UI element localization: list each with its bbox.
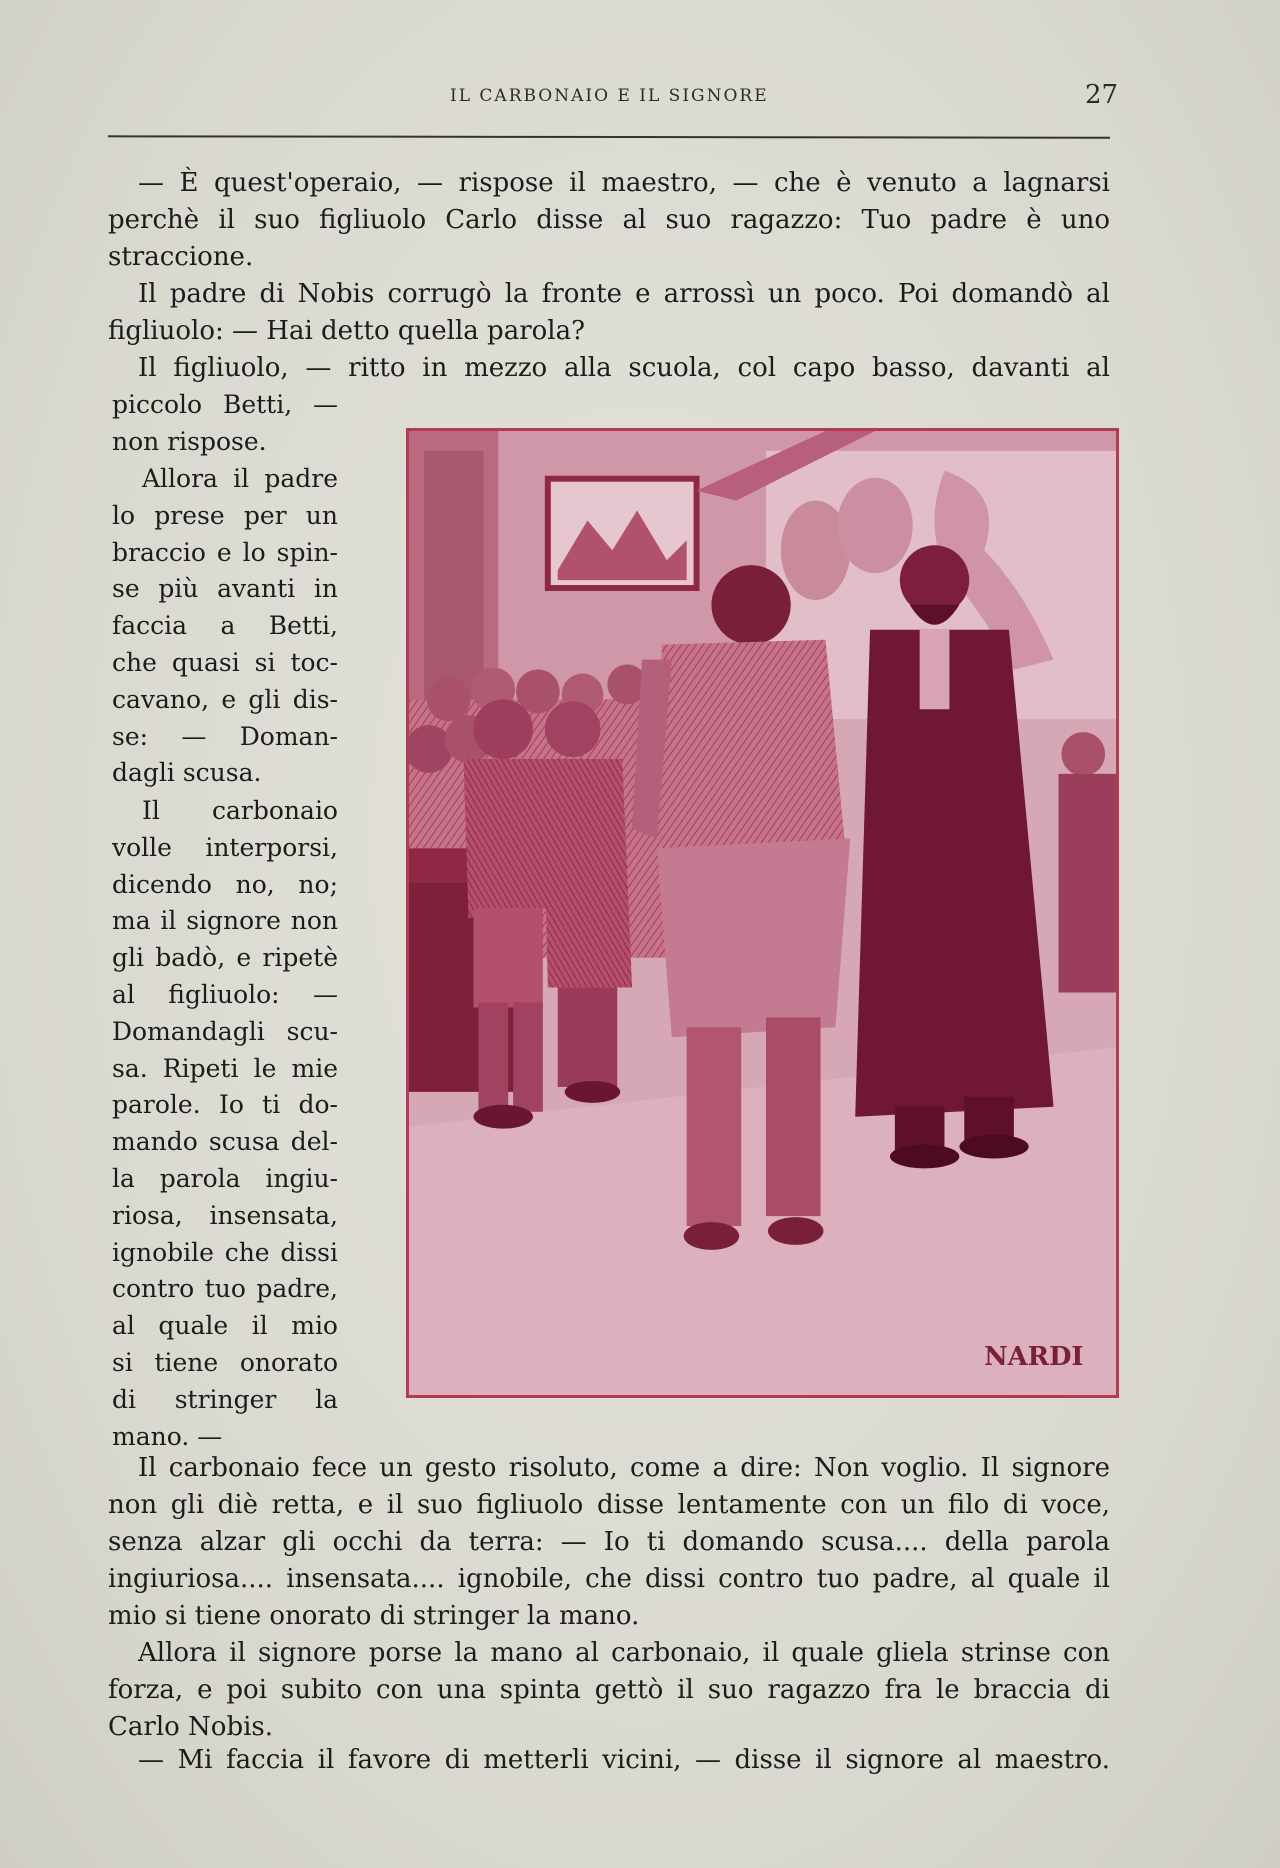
text-line: braccio e lo spin- — [112, 537, 338, 567]
text-line: ma il signore non — [112, 906, 338, 936]
paragraph-2 — [108, 276, 1110, 350]
paragraph-1 — [108, 165, 1110, 276]
text-line: piccolo Betti, — — [112, 390, 338, 419]
illustration-signature: NARDI — [984, 1342, 1084, 1373]
paragraph-5 — [112, 793, 338, 1455]
text-line: Il carbonaio fece un gesto risoluto, come a dire: Non voglio. Il signore — [138, 1453, 1110, 1483]
text-line: mando scusa del- — [112, 1127, 338, 1157]
text-line: — Mi faccia il favore di metterli vicini, — disse il signore al maestro. — [138, 1745, 1110, 1775]
text-line: mio si tiene onorato di stringer la mano. — [108, 1601, 640, 1631]
text-line: Allora il padre — [142, 464, 338, 493]
text-line: riosa, insensata, — [112, 1200, 338, 1230]
page-number: 27 — [1085, 80, 1119, 110]
text-line: se: — Doman- — [112, 721, 338, 751]
text-line: Il figliuolo, — ritto in mezzo alla scuola, col capo basso, davanti al — [138, 353, 1110, 383]
paragraph-7 — [108, 1635, 1110, 1746]
text-line: la parola ingiu- — [112, 1163, 338, 1193]
text-line: cavano, e gli dis- — [112, 684, 338, 714]
map-globe-right — [837, 478, 912, 573]
text-line: contro tuo padre, — [112, 1274, 338, 1304]
paragraph-6 — [108, 1450, 1110, 1635]
text-line: se più avanti in — [112, 574, 338, 604]
paragraph-3-continued — [112, 387, 338, 461]
text-line: figliuolo: — Hai detto quella parola? — [108, 316, 586, 346]
text-line: senza alzar gli occhi da terra: — Io ti domando scusa.... della parola — [108, 1527, 1110, 1557]
text-line: Domandagli scu- — [112, 1016, 338, 1046]
text-line: parole. Io ti do- — [112, 1090, 338, 1120]
text-line: straccione. — [108, 242, 254, 272]
text-line: che quasi si toc- — [112, 647, 338, 677]
text-line: Carlo Nobis. — [108, 1712, 274, 1742]
text-line: si tiene onorato — [112, 1347, 338, 1377]
text-line: gli badò, e ripetè — [112, 943, 338, 973]
text-line: di stringer la — [112, 1384, 338, 1414]
text-line: lo prese per un — [112, 500, 338, 530]
text-line: ignobile che dissi — [112, 1237, 338, 1267]
teacher-figure — [1058, 732, 1116, 992]
illustration-drawing — [409, 431, 1116, 1395]
text-line: sa. Ripeti le mie — [112, 1053, 338, 1083]
text-line: dicendo no, no; — [112, 869, 338, 899]
boy-nobis — [543, 701, 632, 1103]
paragraph-3 — [108, 350, 1110, 387]
text-line: dagli scusa. — [112, 758, 262, 788]
text-line: volle interporsi, — [112, 832, 338, 862]
text-line: Allora il signore porse la mano al carbonaio, il quale gliela strinse con — [138, 1638, 1110, 1668]
text-line: al quale il mio — [112, 1311, 338, 1341]
header-rule — [108, 135, 1110, 138]
illustration-classroom — [406, 428, 1119, 1398]
text-line: mano. — — [112, 1421, 223, 1451]
text-line: non rispose. — [112, 426, 267, 456]
running-head — [0, 80, 1280, 116]
running-title: IL CARBONAIO E IL SIGNORE — [450, 86, 769, 106]
paragraph-4 — [112, 461, 338, 792]
text-line: al figliuolo: — — [112, 979, 338, 1009]
text-line: Il carbonaio — [142, 796, 338, 825]
paragraph-8 — [108, 1742, 1110, 1779]
text-line: non gli diè retta, e il suo figliuolo disse lentamente con un filo di voce, — [108, 1490, 1110, 1520]
text-line: — È quest'operaio, — rispose il maestro, — che è venuto a lagnarsi — [138, 168, 1110, 198]
text-line: perchè il suo figliuolo Carlo disse al suo ragazzo: Tuo padre è uno — [108, 205, 1110, 235]
text-line: Il padre di Nobis corrugò la fronte e arrossì un poco. Poi domandò al — [138, 279, 1110, 309]
text-line: ingiuriosa.... insensata.... ignobile, che dissi contro tuo padre, al quale il — [108, 1564, 1110, 1594]
text-line: forza, e poi subito con una spinta gettò il suo ragazzo fra le braccia di — [108, 1675, 1110, 1705]
text-line: faccia a Betti, — [112, 611, 338, 641]
